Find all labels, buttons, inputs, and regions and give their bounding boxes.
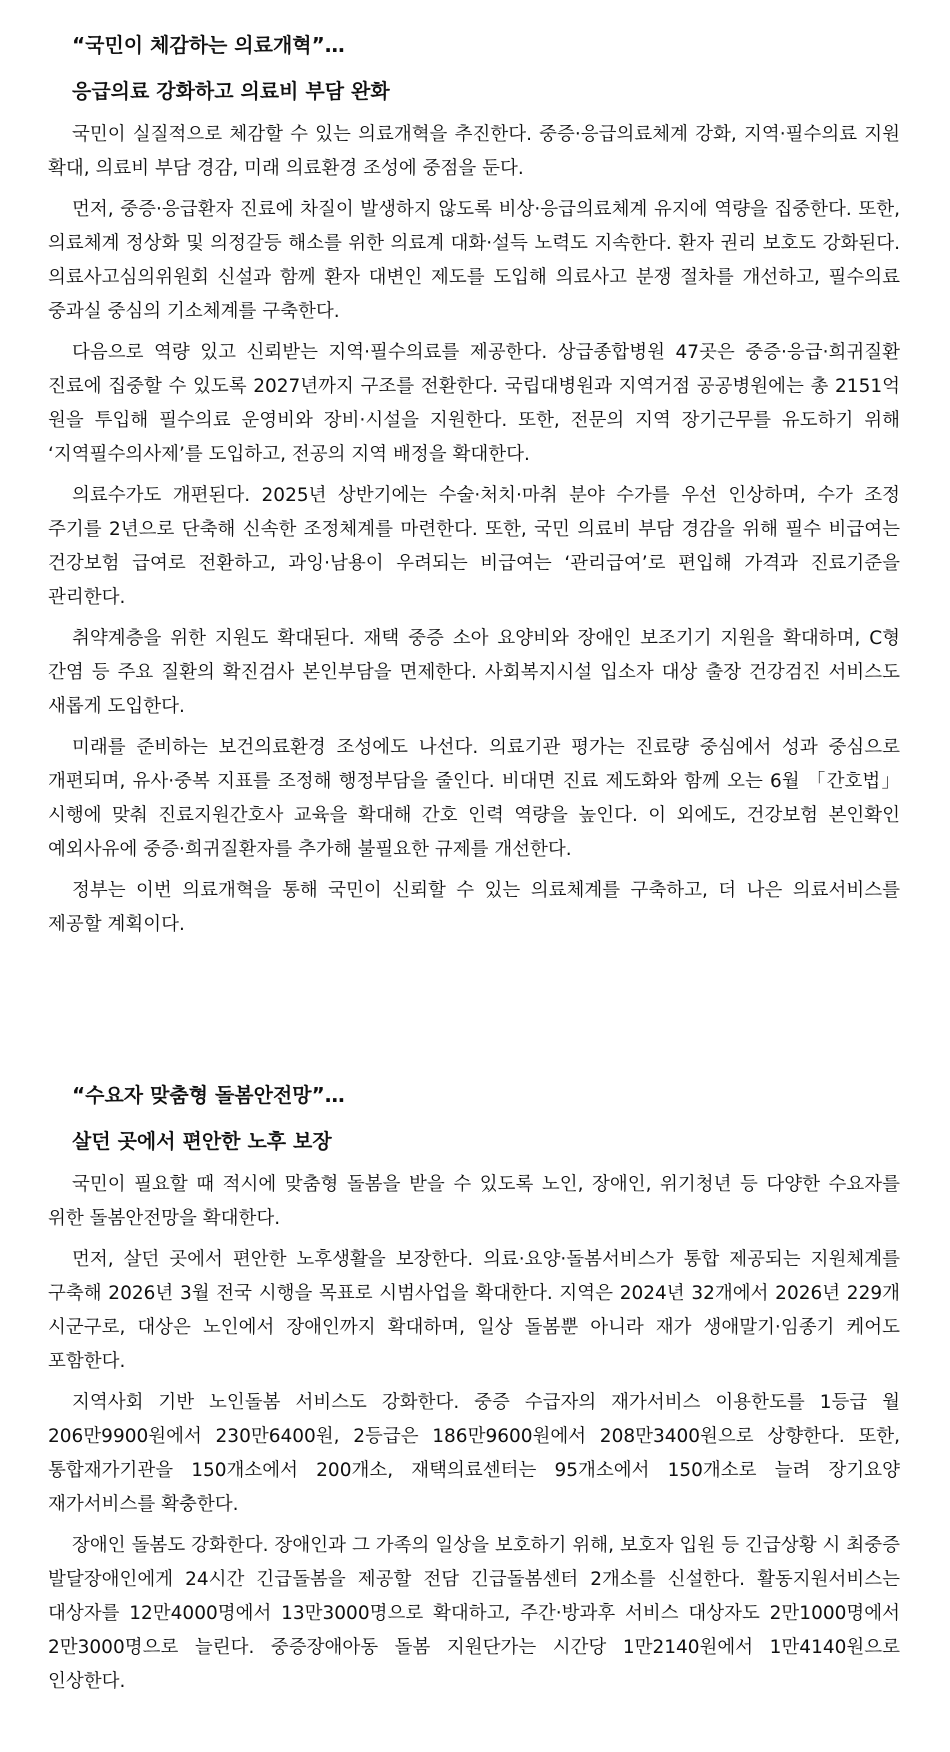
section-subtitle: 살던 곳에서 편안한 노후 보장	[72, 1129, 332, 1153]
paragraph: 먼저, 중증·응급환자 진료에 차질이 발생하지 않도록 비상·응급의료체계 유지에 역량을 집중한다. 또한, 의료체계 정상화 및 의정갈등 해소를 위한 의료계 대화·설득 노력도 지속한다. 환자 권리 보호도 강화된다. 의료사고심의위원회 신설과 함께 환자 대변인 제도를 도입해 의료사고 분쟁 절차를 개선하고, 필수의료 중과실 중심의 기소체계를 구축한다.	[48, 199, 900, 322]
paragraph: 먼저, 살던 곳에서 편안한 노후생활을 보장한다. 의료·요양·돌봄서비스가 통합 제공되는 지원체계를 구축해 2026년 3월 전국 시행을 목표로 시범사업을 확대한다. 지역은 2024년 32개에서 2026년 229개 시군구로, 대상은 노인에서 장애인까지 확대하며, 일상 돌봄뿐 아니라 재가 생애말기·임종기 케어도 포함한다.	[48, 1249, 900, 1372]
section-title: “국민이 체감하는 의료개혁”…	[72, 33, 345, 57]
section-title: “수요자 맞춤형 돌봄안전망”…	[72, 1083, 345, 1107]
paragraph: 지역사회 기반 노인돌봄 서비스도 강화한다. 중증 수급자의 재가서비스 이용한도를 1등급 월 206만9900원에서 230만6400원, 2등급은 186만9600원에서 208만3400원으로 상향한다. 또한, 통합재가기관을 150개소에서 200개소, 재택의료센터는 95개소에서 150개소로 늘려 장기요양 재가서비스를 확충한다.	[48, 1392, 900, 1515]
paragraph: 다음으로 역량 있고 신뢰받는 지역·필수의료를 제공한다. 상급종합병원 47곳은 중증·응급·희귀질환 진료에 집중할 수 있도록 2027년까지 구조를 전환한다. 국립대병원과 지역거점 공공병원에는 총 2151억 원을 투입해 필수의료 운영비와 장비·시설을 지원한다. 또한, 전문의 지역 장기근무를 유도하기 위해 ‘지역필수의사제’를 도입하고, 전공의 지역 배정을 확대한다.	[48, 342, 900, 465]
section-care-safety-net	[48, 1080, 900, 1699]
paragraph: 취약계층을 위한 지원도 확대된다. 재택 중증 소아 요양비와 장애인 보조기기 지원을 확대하며, C형 간염 등 주요 질환의 확진검사 본인부담을 면제한다. 사회복지시설 입소자 대상 출장 건강검진 서비스도 새롭게 도입한다.	[48, 628, 900, 717]
section-subtitle: 응급의료 강화하고 의료비 부담 완화	[72, 79, 390, 103]
paragraph: 미래를 준비하는 보건의료환경 조성에도 나선다. 의료기관 평가는 진료량 중심에서 성과 중심으로 개편되며, 유사·중복 지표를 조정해 행정부담을 줄인다. 비대면 진료 제도화와 함께 오는 6월 「간호법」 시행에 맞춰 진료지원간호사 교육을 확대해 간호 인력 역량을 높인다. 이 외에도, 건강보험 본인확인 예외사유에 중증·희귀질환자를 추가해 불필요한 규제를 개선한다.	[48, 737, 900, 860]
paragraph: 의료수가도 개편된다. 2025년 상반기에는 수술·처치·마취 분야 수가를 우선 인상하며, 수가 조정 주기를 2년으로 단축해 신속한 조정체계를 마련한다. 또한, 국민 의료비 부담 경감을 위해 필수 비급여는 건강보험 급여로 전환하고, 과잉·남용이 우려되는 비급여는 ‘관리급여’로 편입해 가격과 진료기준을 관리한다.	[48, 485, 900, 608]
paragraph: 국민이 실질적으로 체감할 수 있는 의료개혁을 추진한다. 중증·응급의료체계 강화, 지역·필수의료 지원 확대, 의료비 부담 경감, 미래 의료환경 조성에 중점을 둔다.	[48, 124, 900, 179]
section-medical-reform	[48, 30, 900, 942]
paragraph: 정부는 이번 의료개혁을 통해 국민이 신뢰할 수 있는 의료체계를 구축하고, 더 나은 의료서비스를 제공할 계획이다.	[48, 880, 900, 935]
paragraph: 장애인 돌봄도 강화한다. 장애인과 그 가족의 일상을 보호하기 위해, 보호자 입원 등 긴급상황 시 최중증 발달장애인에게 24시간 긴급돌봄을 제공할 전담 긴급돌봄센터 2개소를 신설한다. 활동지원서비스는 대상자를 12만4000명에서 13만3000명으로 확대하고, 주간·방과후 서비스 대상자도 2만1000명에서 2만3000명으로 늘린다. 중증장애아동 돌봄 지원단가는 시간당 1만2140원에서 1만4140원으로 인상한다.	[48, 1535, 900, 1692]
paragraph: 국민이 필요할 때 적시에 맞춤형 돌봄을 받을 수 있도록 노인, 장애인, 위기청년 등 다양한 수요자를 위한 돌봄안전망을 확대한다.	[48, 1174, 900, 1229]
